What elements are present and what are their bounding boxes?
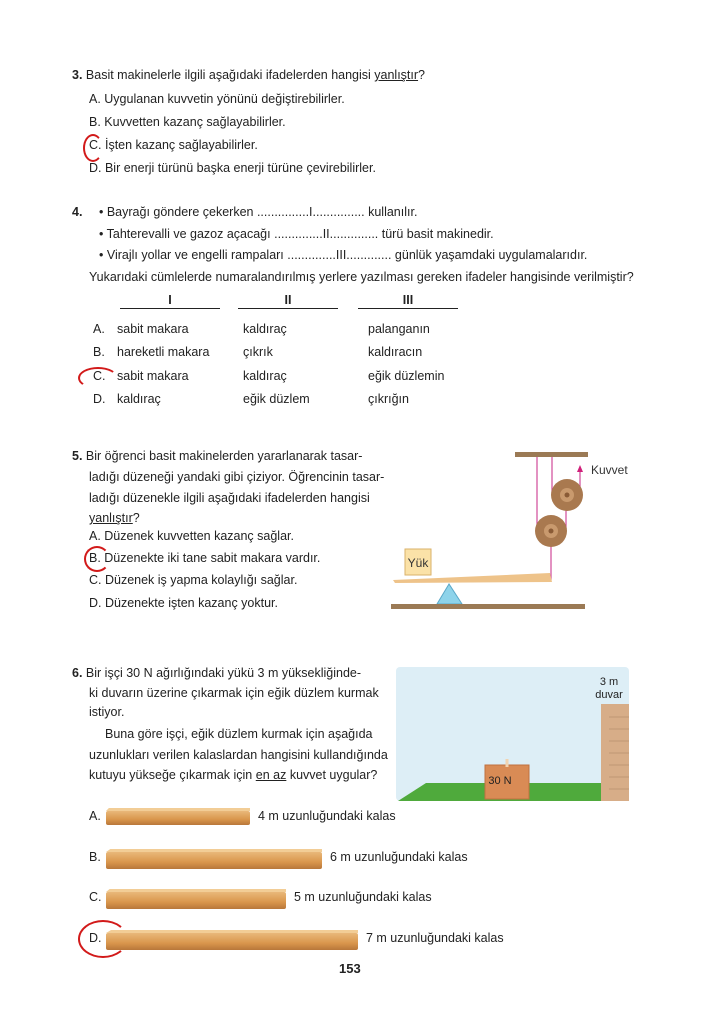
q4-option-cell: eğik düzlem: [243, 392, 310, 406]
q6-line-4: Buna göre işçi, eğik düzlem kurmak için aşağıda: [105, 727, 373, 741]
wall: [601, 704, 629, 801]
svg-text:duvar: duvar: [595, 689, 623, 701]
q3-option-c[interactable]: C. İşten kazanç sağlayabilirler.: [89, 138, 258, 152]
fulcrum: [437, 584, 462, 604]
q4-question: Yukarıdaki cümlelerde numaralandırılmış yerlere yazılması gereken ifadeler hangisinde verilmiştir?: [89, 270, 634, 284]
q3-option-b[interactable]: B. Kuvvetten kazanç sağlayabilirler.: [89, 115, 286, 129]
q3-option-d[interactable]: D. Bir enerji türünü başka enerji türüne çevirebilirler.: [89, 161, 376, 175]
q4-option-letter[interactable]: D.: [93, 392, 106, 406]
q4-option-cell: kaldıraç: [117, 392, 161, 406]
ground-beam: [391, 604, 585, 609]
pulley-lever-figure: [380, 440, 640, 620]
force-arrow-icon: [577, 465, 583, 472]
q4-option-cell: sabit makara: [117, 369, 189, 383]
q5-line-1: 5. Bir öğrenci basit makinelerden yararlanarak tasar-: [72, 449, 363, 463]
q3-text: Basit makinelerle ilgili aşağıdaki ifadelerden hangisi: [85, 68, 375, 82]
q4-option-cell: çıkrığın: [368, 392, 409, 406]
q4-option-cell: kaldıracın: [368, 345, 423, 359]
svg-text:Yük: Yük: [407, 556, 429, 570]
q5-option-c[interactable]: C. Düzenek iş yapma kolaylığı sağlar.: [89, 573, 298, 587]
q6-option-letter[interactable]: B.: [89, 850, 101, 864]
q3-emphasis: yanlıştır: [374, 68, 419, 82]
q5-option-b[interactable]: B. Düzenekte iki tane sabit makara vardır.: [89, 551, 321, 565]
q6-option-letter[interactable]: D.: [89, 931, 102, 945]
q4-option-letter[interactable]: A.: [93, 322, 105, 336]
q5-option-d[interactable]: D. Düzenekte işten kazanç yoktur.: [89, 596, 278, 610]
q4-option-cell: eğik düzlemin: [368, 369, 445, 383]
q3-end: ?: [418, 68, 425, 82]
q4-option-cell: sabit makara: [117, 322, 189, 336]
page-number: 153: [339, 961, 361, 976]
q4-header-i: I: [120, 292, 220, 309]
q4-header-ii: II: [238, 292, 338, 309]
svg-text:30 N: 30 N: [488, 775, 512, 787]
svg-text:3 m: 3 m: [599, 676, 619, 688]
wall-box-figure: [396, 667, 629, 801]
q6-option-label[interactable]: 6 m uzunluğundaki kalas: [330, 850, 468, 864]
q4-number: 4.: [72, 205, 83, 219]
q5-line-2: ladığı düzeneği yandaki gibi çiziyor. Öğrencinin tasar-: [89, 470, 385, 484]
q6-line-3: istiyor.: [89, 705, 125, 719]
ceiling-beam: [515, 452, 588, 457]
svg-text:Kuvvet: Kuvvet: [591, 463, 628, 477]
q5-line-3: ladığı düzenekle ilgili aşağıdaki ifadelerden hangisi: [89, 491, 370, 505]
q4-option-cell: hareketli makara: [117, 345, 210, 359]
q6-option-letter[interactable]: C.: [89, 890, 102, 904]
q3-stem: [72, 67, 425, 83]
q4-option-letter[interactable]: C.: [93, 369, 106, 383]
plank: [106, 892, 286, 909]
q4-bullet-1: • Bayrağı göndere çekerken ...............I............... kullanılır.: [99, 205, 418, 219]
q5-line-4: yanlıştır?: [89, 511, 140, 525]
plank: [106, 811, 250, 825]
q6-option-label[interactable]: 5 m uzunluğundaki kalas: [294, 890, 432, 904]
q4-option-cell: kaldıraç: [243, 369, 287, 383]
q4-bullet-2: • Tahterevalli ve gazoz açacağı ..............II.............. türü basit makinedir.: [99, 227, 494, 241]
q3-option-a[interactable]: A. Uygulanan kuvvetin yönünü değiştirebilirler.: [89, 92, 345, 106]
q6-line-6: kutuyu yükseğe çıkarmak için en az kuvvet uygular?: [89, 768, 378, 782]
q6-option-label[interactable]: 7 m uzunluğundaki kalas: [366, 931, 504, 945]
q6-line-5: uzunlukları verilen kalaslardan hangisini kullandığında: [89, 748, 388, 762]
q4-option-cell: kaldıraç: [243, 322, 287, 336]
q5-option-a[interactable]: A. Düzenek kuvvetten kazanç sağlar.: [89, 529, 294, 543]
q6-line-1: 6. Bir işçi 30 N ağırlığındaki yükü 3 m yüksekliğinde-: [72, 666, 362, 680]
handwritten-answer-mark: [78, 920, 128, 958]
q6-option-letter[interactable]: A.: [89, 809, 101, 823]
handwritten-answer-mark: [83, 134, 103, 162]
plank: [106, 852, 322, 869]
q3-number: 3.: [72, 68, 83, 82]
plank: [106, 933, 358, 950]
q4-bullet-3: • Virajlı yollar ve engelli rampaları ..............III............. günlük yaşamdaki uygulamalarıdır.: [99, 248, 588, 262]
q4-header-iii: III: [358, 292, 458, 309]
handwritten-answer-mark: [78, 367, 118, 389]
q4-option-letter[interactable]: B.: [93, 345, 105, 359]
q4-option-cell: palanganın: [368, 322, 430, 336]
handwritten-answer-mark: [84, 546, 110, 572]
q6-line-2: ki duvarın üzerine çıkarmak için eğik düzlem kurmak: [89, 686, 379, 700]
q4-option-cell: çıkrık: [243, 345, 273, 359]
q6-option-label[interactable]: 4 m uzunluğundaki kalas: [258, 809, 396, 823]
